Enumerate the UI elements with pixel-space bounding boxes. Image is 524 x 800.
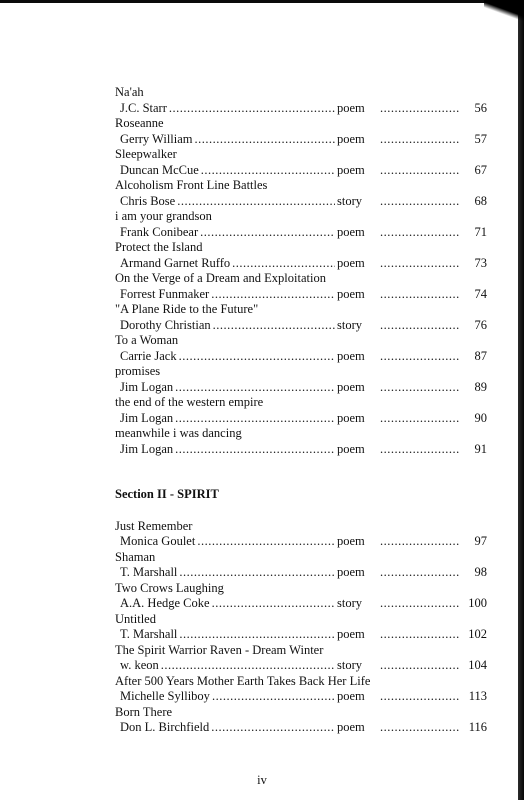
dot-leader <box>380 720 460 736</box>
entry-detail-line <box>115 627 487 643</box>
toc-entry <box>115 674 487 705</box>
entry-author: Forrest Funmaker <box>120 286 210 301</box>
entry-genre: poem <box>337 255 365 270</box>
entry-title: promises <box>115 364 161 378</box>
entry-author: T. Marshall <box>120 565 178 579</box>
entry-page-number: 97 <box>474 534 487 548</box>
entry-genre: poem <box>337 162 365 177</box>
dot-leader <box>380 225 460 241</box>
entry-title: the end of the western empire <box>115 395 264 409</box>
entry-author: Dorothy Christian <box>120 317 211 332</box>
dot-leader <box>175 442 335 458</box>
dot-leader <box>175 380 335 396</box>
entry-detail-line <box>115 658 487 674</box>
entry-detail-line <box>115 689 487 705</box>
dot-leader <box>380 163 460 179</box>
scan-right-edge <box>518 0 524 800</box>
dot-leader <box>380 132 460 148</box>
entry-genre: poem <box>337 348 365 363</box>
entry-genre: poem <box>337 410 365 425</box>
entry-page-number: 67 <box>474 162 487 177</box>
entry-page-number: 102 <box>468 627 487 641</box>
entry-author: Jim Logan <box>120 441 174 456</box>
entry-genre: poem <box>337 689 365 703</box>
entry-page-number: 98 <box>474 565 487 579</box>
toc-entry <box>115 240 487 271</box>
toc-entry <box>115 147 487 178</box>
entry-page-number: 113 <box>468 689 487 703</box>
toc-entry <box>115 395 487 426</box>
dot-leader <box>200 225 335 241</box>
entry-author: Frank Conibear <box>120 224 199 239</box>
dot-leader <box>169 101 335 117</box>
entry-genre: poem <box>337 286 365 301</box>
dot-leader <box>161 658 335 674</box>
entry-author: Michelle Sylliboy <box>120 689 210 703</box>
entry-page-number: 68 <box>474 193 487 208</box>
entry-genre: poem <box>337 627 365 641</box>
entry-detail-line <box>115 596 487 612</box>
entry-author: Jim Logan <box>120 410 174 425</box>
toc-entry <box>115 85 487 116</box>
entry-page-number: 87 <box>474 348 487 363</box>
entry-page-number: 89 <box>474 379 487 394</box>
entry-genre: poem <box>337 224 365 239</box>
entry-genre: story <box>337 658 362 672</box>
entry-author: Armand Garnet Ruffo <box>120 255 231 270</box>
entry-author: Don L. Birchfield <box>120 720 210 734</box>
entry-detail-line <box>115 565 487 581</box>
entry-genre: poem <box>337 131 365 146</box>
entry-title: After 500 Years Mother Earth Takes Back Her Life <box>115 673 371 688</box>
entry-title: meanwhile i was dancing <box>115 426 242 440</box>
toc-entry <box>115 178 487 209</box>
toc-entry <box>115 364 487 395</box>
entry-page-number: 56 <box>474 100 487 115</box>
entry-title: Born There <box>115 704 173 719</box>
dot-leader <box>380 658 460 674</box>
entry-genre: poem <box>337 379 365 394</box>
entry-genre: poem <box>337 100 365 115</box>
entry-author: Carrie Jack <box>120 348 177 363</box>
entry-page-number: 57 <box>474 131 487 146</box>
entry-detail-line <box>115 132 487 148</box>
dot-leader <box>380 256 460 272</box>
entry-title: Alcoholism Front Line Battles <box>115 178 268 192</box>
entry-detail-line <box>115 411 487 427</box>
entry-title: Sleepwalker <box>115 147 177 161</box>
entry-title: Na'ah <box>115 85 144 99</box>
entry-title: Two Crows Laughing <box>115 580 224 595</box>
entry-page-number: 116 <box>468 720 487 734</box>
entry-detail-line <box>115 720 487 736</box>
entry-genre: poem <box>337 534 365 548</box>
dot-leader <box>380 318 460 334</box>
dot-leader <box>211 287 335 303</box>
dot-leader <box>380 349 460 365</box>
entry-title: Shaman <box>115 549 156 564</box>
dot-leader <box>197 534 335 550</box>
toc-entry <box>115 333 487 364</box>
scan-corner-shadow <box>484 0 524 22</box>
dot-leader <box>179 565 335 581</box>
entry-author: A.A. Hedge Coke <box>120 596 210 610</box>
entry-title: The Spirit Warrior Raven - Dream Winter <box>115 642 324 657</box>
entry-genre: poem <box>337 565 365 579</box>
entry-author: Gerry William <box>120 131 193 146</box>
dot-leader <box>380 287 460 303</box>
entry-page-number: 74 <box>474 286 487 301</box>
entry-detail-line <box>115 225 487 241</box>
entry-detail-line <box>115 194 487 210</box>
entry-page-number: 104 <box>468 658 487 672</box>
dot-leader <box>380 565 460 581</box>
entry-author: Chris Bose <box>120 193 176 208</box>
dot-leader <box>232 256 335 272</box>
dot-leader <box>195 132 335 148</box>
dot-leader <box>380 534 460 550</box>
entry-detail-line <box>115 101 487 117</box>
scan-top-edge <box>0 0 524 3</box>
entry-title: Untitled <box>115 611 156 626</box>
entry-author: J.C. Starr <box>120 100 167 115</box>
entry-detail-line <box>115 442 487 458</box>
toc-entry <box>115 643 487 674</box>
dot-leader <box>175 411 335 427</box>
entry-detail-line <box>115 380 487 396</box>
entry-genre: story <box>337 317 362 332</box>
entry-title: Just Remember <box>115 518 193 533</box>
toc-list-part-1 <box>115 85 487 457</box>
toc-entry <box>115 705 487 736</box>
dot-leader <box>380 689 460 705</box>
entry-genre: poem <box>337 720 365 734</box>
dot-leader <box>380 442 460 458</box>
toc-entry <box>115 209 487 240</box>
entry-author: Jim Logan <box>120 379 174 394</box>
dot-leader <box>380 411 460 427</box>
dot-leader <box>212 596 335 612</box>
toc-page <box>115 85 487 736</box>
entry-title: On the Verge of a Dream and Exploitation <box>115 271 326 285</box>
dot-leader <box>380 194 460 210</box>
dot-leader <box>201 163 335 179</box>
toc-entry <box>115 116 487 147</box>
entry-page-number: 76 <box>474 317 487 332</box>
entry-detail-line <box>115 163 487 179</box>
entry-page-number: 71 <box>474 224 487 239</box>
dot-leader <box>177 194 335 210</box>
dot-leader <box>179 349 335 365</box>
dot-leader <box>380 380 460 396</box>
entry-genre: poem <box>337 441 365 456</box>
entry-title: "A Plane Ride to the Future" <box>115 302 259 316</box>
entry-title: Roseanne <box>115 116 164 130</box>
page-number: iv <box>257 773 267 787</box>
entry-detail-line <box>115 256 487 272</box>
dot-leader <box>380 101 460 117</box>
entry-detail-line <box>115 349 487 365</box>
entry-author: Monica Goulet <box>120 534 196 548</box>
dot-leader <box>380 596 460 612</box>
dot-leader <box>212 689 335 705</box>
toc-entry <box>115 271 487 302</box>
entry-page-number: 73 <box>474 255 487 270</box>
entry-genre: story <box>337 193 362 208</box>
section-heading: Section II - SPIRIT <box>115 487 219 501</box>
toc-entry <box>115 519 487 550</box>
toc-entry <box>115 581 487 612</box>
dot-leader <box>211 720 335 736</box>
entry-detail-line <box>115 318 487 334</box>
entry-page-number: 90 <box>474 410 487 425</box>
toc-entry <box>115 612 487 643</box>
entry-title: Protect the Island <box>115 240 203 254</box>
entry-author: w. keon <box>120 658 159 672</box>
entry-page-number: 91 <box>474 441 487 456</box>
entry-page-number: 100 <box>468 596 487 610</box>
toc-list-part-2 <box>115 519 487 736</box>
entry-genre: story <box>337 596 362 610</box>
toc-entry <box>115 550 487 581</box>
entry-title: i am your grandson <box>115 209 212 223</box>
dot-leader <box>380 627 460 643</box>
toc-entry <box>115 302 487 333</box>
entry-title: To a Woman <box>115 333 179 347</box>
dot-leader <box>213 318 335 334</box>
entry-author: T. Marshall <box>120 627 178 641</box>
entry-detail-line <box>115 534 487 550</box>
toc-entry <box>115 426 487 457</box>
entry-detail-line <box>115 287 487 303</box>
entry-author: Duncan McCue <box>120 162 199 177</box>
dot-leader <box>179 627 335 643</box>
